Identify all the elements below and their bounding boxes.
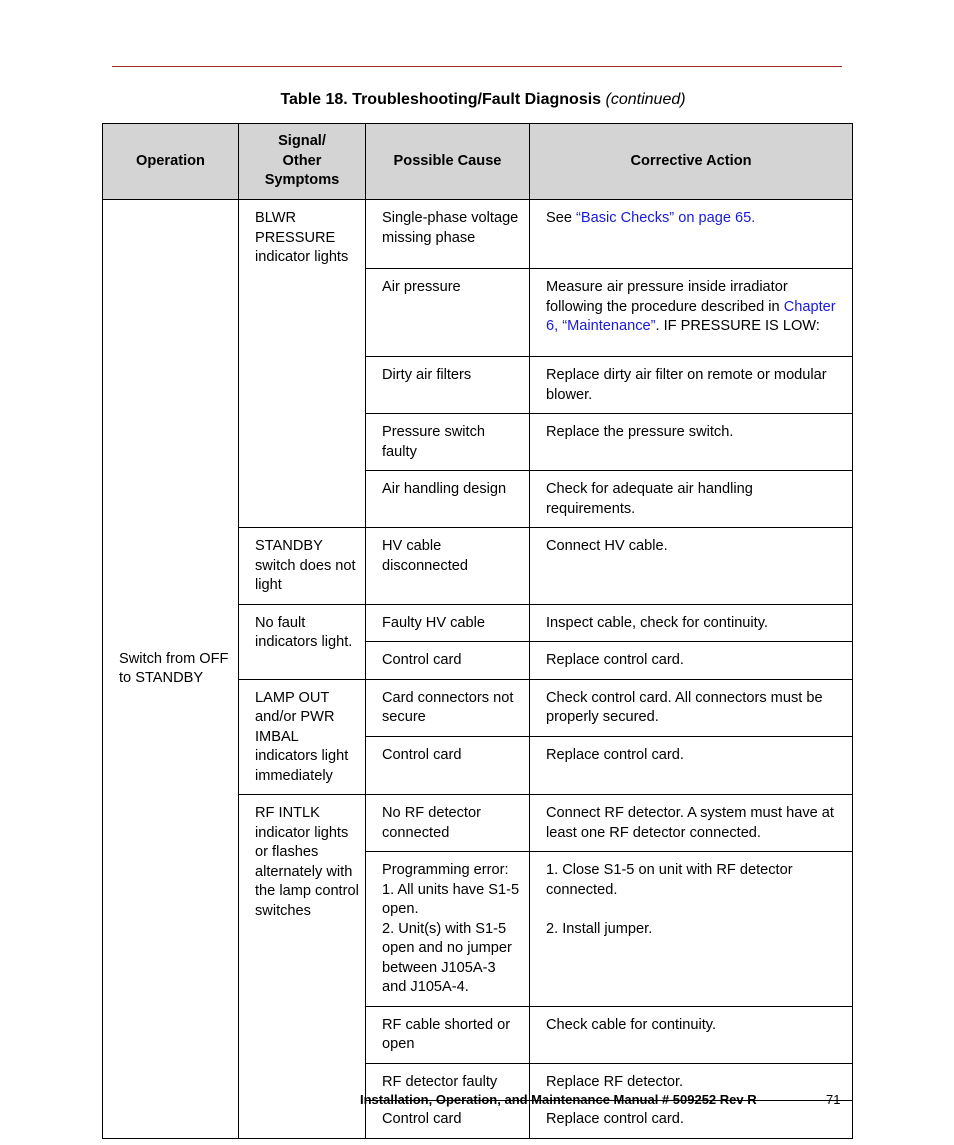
signal-cell: No fault indicators light. <box>239 604 366 679</box>
action-cell: Connect RF detector. A system must have at least one RF detector connected. <box>530 795 853 852</box>
basic-checks-link[interactable]: “Basic Checks” on page 65. <box>576 210 756 226</box>
action-cell: Replace RF detector. <box>530 1063 853 1101</box>
footer-page-number: 71 <box>826 1092 841 1107</box>
cause-cell: No RF detector connected <box>366 795 530 852</box>
cause-cell: Programming error: 1. All units have S1-5 open. 2. Unit(s) with S1-5 open and no jumper between J105A-3 and J105A-4. <box>366 852 530 1007</box>
action-cell: Inspect cable, check for continuity. <box>530 604 853 642</box>
cause-cell: Single-phase voltage missing phase <box>366 200 530 269</box>
caption-title: Table 18. Troubleshooting/Fault Diagnosis <box>280 91 602 108</box>
table-caption <box>0 91 954 109</box>
cause-cell: Dirty air filters <box>366 357 530 414</box>
signal-cell: LAMP OUT and/or PWR IMBAL indicators light immediately <box>239 679 366 795</box>
action-cell <box>530 200 853 269</box>
troubleshooting-table <box>102 123 853 1139</box>
cause-cell: Pressure switch faulty <box>366 414 530 471</box>
action-cell: Replace dirty air filter on remote or modular blower. <box>530 357 853 414</box>
signal-cell: STANDBY switch does not light <box>239 528 366 605</box>
action-cell: Replace control card. <box>530 642 853 680</box>
cause-cell: Air pressure <box>366 269 530 357</box>
cause-cell: RF detector faulty <box>366 1063 530 1101</box>
action-cell: Replace control card. <box>530 736 853 794</box>
action-cell: Check for adequate air handling requirements. <box>530 471 853 528</box>
header-operation: Operation <box>103 124 239 200</box>
action-text: . IF PRESSURE IS LOW: <box>655 318 820 334</box>
header-row <box>103 124 853 200</box>
cause-cell: Card connectors not secure <box>366 679 530 736</box>
action-cell: Replace the pressure switch. <box>530 414 853 471</box>
action-cell: 1. Close S1-5 on unit with RF detector connected. 2. Install jumper. <box>530 852 853 1007</box>
header-rule <box>112 66 842 67</box>
action-cell: Connect HV cable. <box>530 528 853 605</box>
action-cell: Replace control card. <box>530 1101 853 1139</box>
operation-cell: Switch from OFF to STANDBY <box>103 200 239 1139</box>
action-cell <box>530 269 853 357</box>
cause-cell: Air handling design <box>366 471 530 528</box>
header-cause: Possible Cause <box>366 124 530 200</box>
cause-cell: Control card <box>366 642 530 680</box>
header-signal: Signal/ Other Symptoms <box>239 124 366 200</box>
caption-continued: (continued) <box>605 91 686 108</box>
cause-cell: Faulty HV cable <box>366 604 530 642</box>
action-text: Measure air pressure inside irradiator following the procedure described in <box>546 279 788 315</box>
signal-cell: RF INTLK indicator lights or flashes alternately with the lamp control switches <box>239 795 366 1139</box>
cause-cell: Control card <box>366 736 530 794</box>
maintenance-chapter-link[interactable]: Chapter 6, “Maintenance” <box>546 298 836 334</box>
footer-manual-title: Installation, Operation, and Maintenance Manual # 509252 Rev R <box>360 1092 757 1107</box>
action-text: See <box>546 210 577 226</box>
cause-cell: RF cable shorted or open <box>366 1006 530 1063</box>
action-cell: Check cable for continuity. <box>530 1006 853 1063</box>
signal-cell: BLWR PRESSURE indicator lights <box>239 200 366 528</box>
cause-cell: Control card <box>366 1101 530 1139</box>
cause-cell: HV cable disconnected <box>366 528 530 605</box>
action-cell: Check control card. All connectors must be properly secured. <box>530 679 853 736</box>
table-row <box>103 200 853 269</box>
header-action: Corrective Action <box>530 124 853 200</box>
